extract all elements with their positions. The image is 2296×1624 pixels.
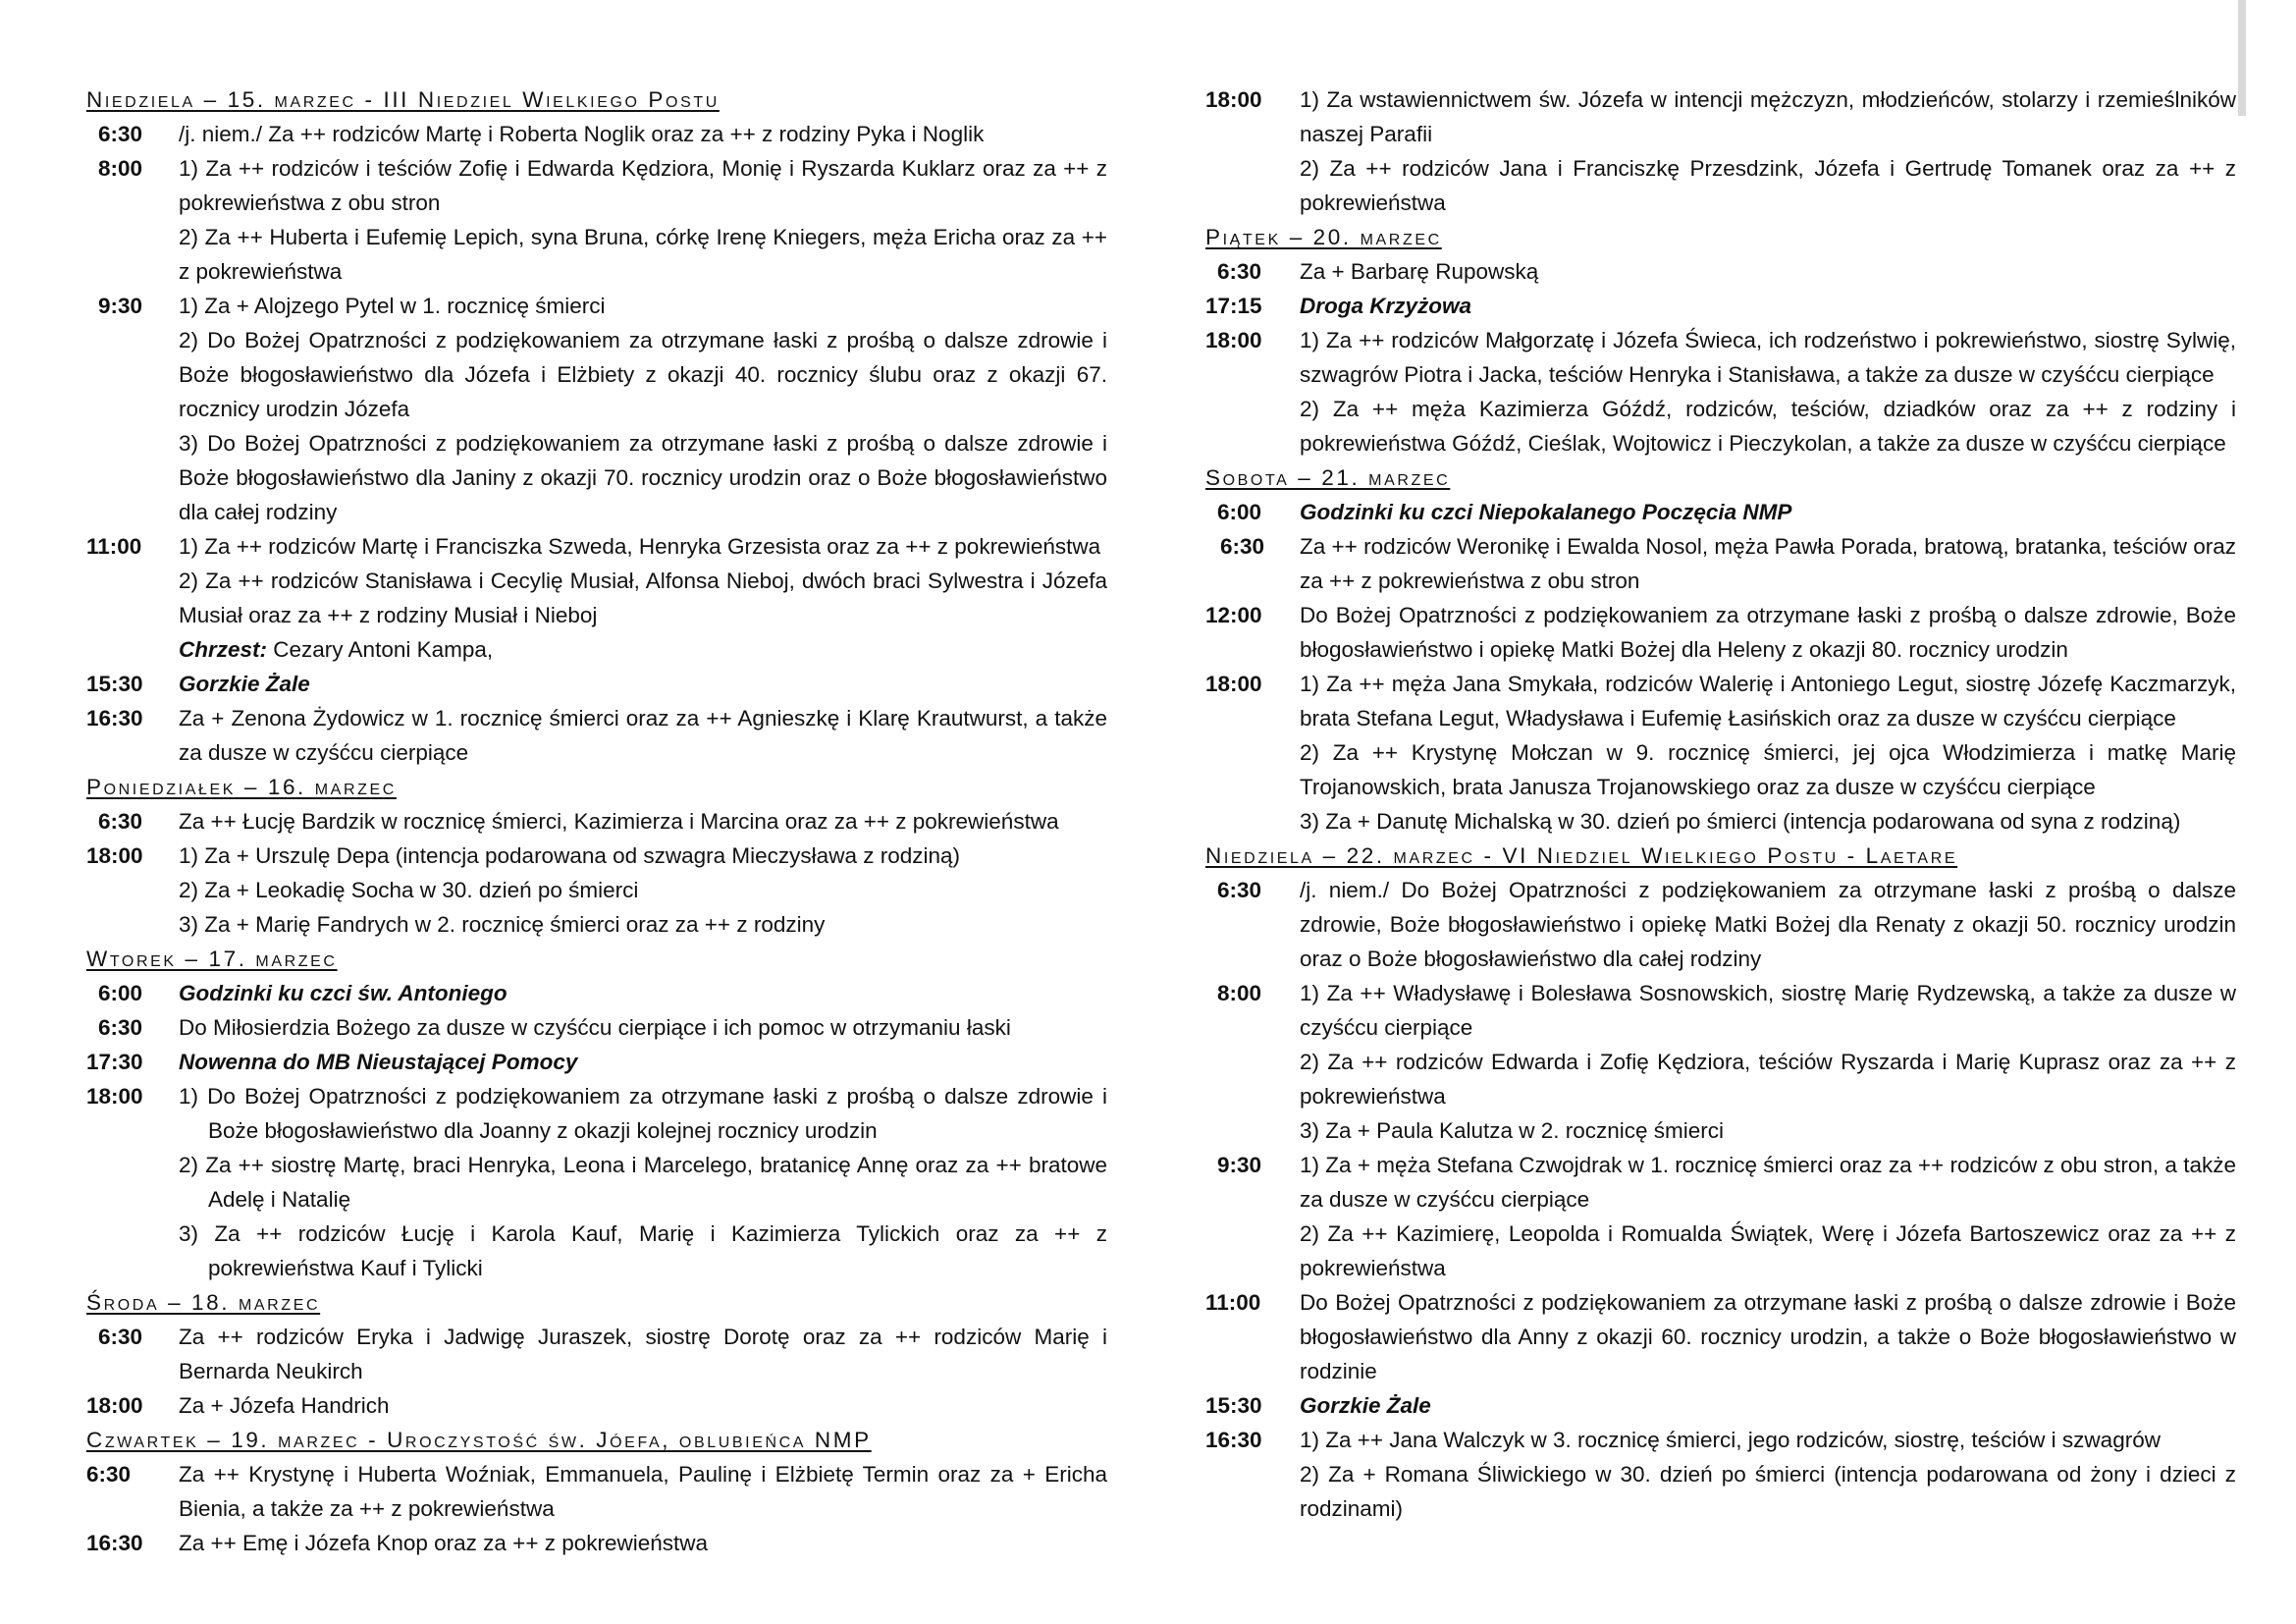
intention-text: 2) Za ++ rodziców Edwarda i Zofię Kędziora, teściów Ryszarda i Marię Kuprasz oraz za ++ z pokrewieństwa bbox=[1300, 1050, 2236, 1109]
intention-text: 3) Za + Danutę Michalską w 30. dzień po śmierci (intencja podarowana od syna z rodziną) bbox=[1300, 809, 2181, 834]
mass-time: 18:00 bbox=[1205, 87, 1262, 112]
intention-text: 2) Za ++ Huberta i Eufemię Lepich, syna Bruna, córkę Irenę Kniegers, męża Ericha oraz za ++ z pokrewieństwa bbox=[179, 225, 1107, 284]
intention-text: 2) Za ++ siostrę Martę, braci Henryka, Leona i Marcelego, bratanicę Annę oraz za ++ bratowe Adelę i Natalię bbox=[179, 1153, 1107, 1212]
mass-entry bbox=[86, 289, 1107, 529]
mass-intentions bbox=[1300, 529, 2236, 598]
intention-text: Do Miłosierdzia Bożego za dusze w czyśćcu cierpiące i ich pomoc w otrzymaniu łaski bbox=[179, 1015, 1011, 1040]
mass-time: 8:00 bbox=[98, 156, 143, 181]
intention-text: 2) Za ++ męża Kazimierza Góźdź, rodziców, teściów, dziadków oraz za ++ z rodziny i pokrewieństwa Góźdź, Cieślak, Wojtowicz i Pieczykolan, a także za dusze w czyśćcu cierpiące bbox=[1300, 397, 2236, 456]
mass-entry bbox=[86, 1320, 1107, 1388]
mass-entry bbox=[86, 976, 1107, 1010]
day-header: Niedziela – 15. marzec - III Niedziel Wielkiego Postu bbox=[86, 87, 720, 112]
mass-time: 6:30 bbox=[86, 1462, 132, 1487]
mass-intentions bbox=[179, 701, 1107, 770]
mass-intentions bbox=[1300, 323, 2236, 460]
devotion-title: Nowenna do MB Nieustającej Pomocy bbox=[179, 1050, 578, 1074]
intention-text: 2) Za ++ rodziców Stanisława i Cecylię Musiał, Alfonsa Nieboj, dwóch braci Sylwestra i Józefa Musiał oraz za ++ z rodziny Musiał i Nieboj bbox=[179, 568, 1107, 627]
mass-intentions bbox=[1300, 289, 2236, 323]
mass-intentions bbox=[1300, 1285, 2236, 1388]
mass-intentions bbox=[1300, 82, 2236, 220]
mass-entry bbox=[86, 839, 1107, 942]
mass-intentions bbox=[179, 1388, 1107, 1423]
intention-text: 3) Za + Marię Fandrych w 2. rocznicę śmierci oraz za ++ z rodziny bbox=[179, 912, 826, 937]
mass-entry bbox=[86, 667, 1107, 701]
mass-intentions bbox=[179, 1457, 1107, 1526]
mass-intentions bbox=[179, 839, 1107, 942]
mass-intentions bbox=[179, 289, 1107, 529]
mass-time: 15:30 bbox=[1205, 1393, 1262, 1418]
mass-time: 6:00 bbox=[98, 981, 143, 1005]
mass-intentions bbox=[1300, 667, 2236, 839]
mass-entry bbox=[86, 117, 1107, 151]
mass-intentions bbox=[1300, 1423, 2236, 1526]
mass-entry bbox=[1205, 254, 2236, 289]
mass-intentions bbox=[1300, 254, 2236, 289]
intention-text: Za ++ Krystynę i Huberta Woźniak, Emmanuela, Paulinę i Elżbietę Termin oraz za + Ericha Bienia, a także za ++ z pokrewieństwa bbox=[179, 1462, 1107, 1521]
mass-intentions bbox=[1300, 1388, 2236, 1423]
mass-time: 17:30 bbox=[86, 1050, 143, 1074]
intention-text: Za ++ rodziców Weronikę i Ewalda Nosol, męża Pawła Porada, bratową, bratanka, teściów oraz za ++ z pokrewieństwa z obu stron bbox=[1300, 534, 2236, 593]
mass-intentions bbox=[179, 1526, 1107, 1560]
mass-entry bbox=[1205, 289, 2236, 323]
mass-intentions bbox=[179, 1079, 1107, 1285]
mass-entry bbox=[86, 1079, 1107, 1285]
intention-text: 1) Za ++ rodziców i teściów Zofię i Edwarda Kędziora, Monię i Ryszarda Kuklarz oraz za ++ z pokrewieństwa z obu stron bbox=[179, 156, 1107, 215]
intention-text: 3) Za + Paula Kalutza w 2. rocznicę śmierci bbox=[1300, 1118, 1725, 1143]
intention-text: Za + Barbarę Rupowską bbox=[1300, 259, 1539, 284]
mass-entry bbox=[1205, 598, 2236, 667]
intention-text: /j. niem./ Za ++ rodziców Martę i Roberta Noglik oraz za ++ z rodziny Pyka i Noglik bbox=[179, 122, 985, 146]
devotion-title: Godzinki ku czci św. Antoniego bbox=[179, 981, 507, 1005]
mass-time: 18:00 bbox=[86, 1393, 143, 1418]
day-header: Niedziela – 22. marzec - VI Niedziel Wielkiego Postu - Laetare bbox=[1205, 843, 1958, 868]
mass-time: 18:00 bbox=[1205, 328, 1262, 352]
mass-entry bbox=[86, 1388, 1107, 1423]
day-header: Środa – 18. marzec bbox=[86, 1290, 321, 1315]
intention-text: Za + Zenona Żydowicz w 1. rocznicę śmierci oraz za ++ Agnieszkę i Klarę Krautwurst, a także za dusze w czyśćcu cierpiące bbox=[179, 706, 1107, 765]
mass-intentions bbox=[1300, 873, 2236, 976]
day-header: Poniedziałek – 16. marzec bbox=[86, 775, 397, 799]
intention-text: 3) Do Bożej Opatrzności z podziękowaniem za otrzymane łaski z prośbą o dalsze zdrowie i Boże błogosławieństwo dla Janiny z okazji 70. rocznicy urodzin oraz o Boże błogosławieństwo dla całej rodziny bbox=[179, 431, 1107, 524]
mass-entry bbox=[1205, 976, 2236, 1148]
day-header: Wtorek – 17. marzec bbox=[86, 947, 338, 971]
mass-entry bbox=[1205, 1423, 2236, 1526]
mass-time: 6:30 bbox=[1217, 878, 1262, 902]
mass-time: 11:00 bbox=[86, 534, 142, 559]
mass-entry bbox=[1205, 1148, 2236, 1285]
mass-intentions bbox=[1300, 598, 2236, 667]
devotion-title: Gorzkie Żale bbox=[179, 672, 310, 696]
devotion-title: Gorzkie Żale bbox=[1300, 1393, 1431, 1418]
intention-text: 1) Do Bożej Opatrzności z podziękowaniem za otrzymane łaski z prośbą o dalsze zdrowie i Boże błogosławieństwo dla Joanny z okazji kolejnej rocznicy urodzin bbox=[179, 1084, 1107, 1143]
day-header: Piątek – 20. marzec bbox=[1205, 225, 1442, 249]
intention-text: Za + Józefa Handrich bbox=[179, 1393, 390, 1418]
mass-time: 6:30 bbox=[98, 122, 143, 146]
mass-time: 11:00 bbox=[1205, 1290, 1261, 1315]
mass-entry bbox=[1205, 82, 2236, 220]
day-header: Sobota – 21. marzec bbox=[1205, 465, 1451, 490]
mass-entry bbox=[86, 529, 1107, 667]
intention-text: 2) Do Bożej Opatrzności z podziękowaniem za otrzymane łaski z prośbą o dalsze zdrowie i Boże błogosławieństwo dla Józefa i Elżbiety z okazji 40. rocznicy ślubu oraz z okazji 67. rocznicy urodzin Józefa bbox=[179, 328, 1107, 421]
intention-text: Za ++ Emę i Józefa Knop oraz za ++ z pokrewieństwa bbox=[179, 1531, 709, 1555]
intention-text: Za ++ rodziców Eryka i Jadwigę Juraszek, siostrę Dorotę oraz za ++ rodziców Marię i Bernarda Neukirch bbox=[179, 1325, 1107, 1383]
mass-time: 16:30 bbox=[86, 1531, 143, 1555]
mass-time: 6:30 bbox=[1220, 534, 1265, 559]
intention-text: 2) Za ++ Krystynę Mołczan w 9. rocznicę śmierci, jej ojca Włodzimierza i matkę Marię Trojanowskich, brata Janusza Trojanowskiego oraz za dusze w czyśćcu cierpiące bbox=[1300, 740, 2236, 799]
intention-text: 1) Za ++ Władysławę i Bolesława Sosnowskich, siostrę Marię Rydzewską, a także za dusze w czyśćcu cierpiące bbox=[1300, 981, 2236, 1040]
mass-entry bbox=[86, 701, 1107, 770]
intention-text: Do Bożej Opatrzności z podziękowaniem za otrzymane łaski z prośbą o dalsze zdrowie i Boże błogosławieństwo dla Anny z okazji 60. rocznicy urodzin, a także o Boże błogosławieństwo w rodzinie bbox=[1300, 1290, 2236, 1383]
mass-entry bbox=[1205, 323, 2236, 460]
mass-entry bbox=[1205, 529, 2236, 598]
mass-intentions bbox=[179, 117, 1107, 151]
intention-text: 3) Za ++ rodziców Łucję i Karola Kauf, Marię i Kazimierza Tylickich oraz za ++ z pokrewieństwa Kauf i Tylicki bbox=[179, 1221, 1107, 1280]
mass-intentions bbox=[179, 529, 1107, 667]
baptism-label: Chrzest: bbox=[179, 637, 268, 662]
mass-time: 15:30 bbox=[86, 672, 143, 696]
mass-entry bbox=[86, 1010, 1107, 1045]
devotion-title: Godzinki ku czci Niepokalanego Poczęcia NMP bbox=[1300, 500, 1792, 524]
baptism-note bbox=[179, 632, 1107, 667]
mass-intentions bbox=[1300, 976, 2236, 1148]
day-header: Czwartek – 19. marzec - Uroczystość św. Jóefa, oblubieńca NMP bbox=[86, 1428, 872, 1452]
mass-intentions bbox=[179, 976, 1107, 1010]
mass-entry bbox=[86, 1457, 1107, 1526]
mass-entry bbox=[86, 804, 1107, 839]
intention-text: 2) Za ++ Kazimierę, Leopolda i Romualda Świątek, Werę i Józefa Bartoszewicz oraz za ++ z pokrewieństwa bbox=[1300, 1221, 2236, 1280]
mass-time: 16:30 bbox=[86, 706, 143, 731]
mass-intentions bbox=[179, 1045, 1107, 1079]
mass-time: 6:00 bbox=[1217, 500, 1262, 524]
intention-text: 2) Za + Leokadię Socha w 30. dzień po śmierci bbox=[179, 878, 639, 902]
mass-time: 18:00 bbox=[86, 843, 143, 868]
intention-text: 1) Za ++ rodziców Małgorzatę i Józefa Świeca, ich rodzeństwo i pokrewieństwo, siostrę Sylwię, szwagrów Piotra i Jacka, teściów Henryka i Stanisława, a także za dusze w czyśćcu cierpiące bbox=[1300, 328, 2236, 387]
intention-text: 1) Za ++ Jana Walczyk w 3. rocznicę śmierci, jego rodziców, siostrę, teściów i szwagrów bbox=[1300, 1428, 2161, 1452]
scrollbar-thumb[interactable] bbox=[2238, 0, 2246, 116]
mass-entry bbox=[86, 1045, 1107, 1079]
intention-text: Do Bożej Opatrzności z podziękowaniem za otrzymane łaski z prośbą o dalsze zdrowie, Boże błogosławieństwo i opiekę Matki Bożej dla Heleny z okazji 80. rocznicy urodzin bbox=[1300, 603, 2236, 662]
mass-time: 8:00 bbox=[1217, 981, 1262, 1005]
mass-time: 6:30 bbox=[98, 1325, 143, 1349]
mass-entry bbox=[1205, 667, 2236, 839]
mass-entry bbox=[86, 151, 1107, 289]
intention-text: 1) Za ++ męża Jana Smykała, rodziców Walerię i Antoniego Legut, siostrę Józefę Kaczmarzyk, brata Stefana Legut, Władysława i Eufemię Łasińskich oraz za dusze w czyśćcu cierpiące bbox=[1300, 672, 2236, 731]
mass-intentions bbox=[1300, 495, 2236, 529]
mass-time: 9:30 bbox=[98, 294, 143, 318]
mass-intentions bbox=[179, 667, 1107, 701]
intention-text: 1) Za wstawiennictwem św. Józefa w intencji mężczyzn, młodzieńców, stolarzy i rzemieślników naszej Parafii bbox=[1300, 87, 2236, 146]
intention-text: 1) Za + męża Stefana Czwojdrak w 1. rocznicę śmierci oraz za ++ rodziców z obu stron, a także za dusze w czyśćcu cierpiące bbox=[1300, 1153, 2236, 1212]
intention-text: 1) Za + Alojzego Pytel w 1. rocznicę śmierci bbox=[179, 294, 606, 318]
intention-text: Za ++ Łucję Bardzik w rocznicę śmierci, Kazimierza i Marcina oraz za ++ z pokrewieństwa bbox=[179, 809, 1059, 834]
baptism-name: Cezary Antoni Kampa, bbox=[267, 637, 494, 662]
mass-time: 6:30 bbox=[98, 1015, 143, 1040]
intention-text: 1) Za ++ rodziców Martę i Franciszka Szweda, Henryka Grzesista oraz za ++ z pokrewieństwa bbox=[179, 534, 1101, 559]
mass-intentions bbox=[179, 151, 1107, 289]
mass-time: 12:00 bbox=[1205, 603, 1262, 627]
intention-text: /j. niem./ Do Bożej Opatrzności z podziękowaniem za otrzymane łaski z prośbą o dalsze zdrowie, Boże błogosławieństwo i opiekę Matki Bożej dla Renaty z okazji 50. rocznicy urodzin oraz o Boże błogosławieństwo dla całej rodziny bbox=[1300, 878, 2236, 971]
mass-time: 18:00 bbox=[86, 1084, 143, 1109]
mass-time: 18:00 bbox=[1205, 672, 1262, 696]
mass-entry bbox=[1205, 1285, 2236, 1388]
mass-time: 16:30 bbox=[1205, 1428, 1262, 1452]
mass-time: 6:30 bbox=[1217, 259, 1262, 284]
intention-text: 2) Za + Romana Śliwickiego w 30. dzień po śmierci (intencja podarowana od żony i dzieci z rodzinami) bbox=[1300, 1462, 2236, 1521]
mass-time: 17:15 bbox=[1205, 294, 1262, 318]
intention-text: 2) Za ++ rodziców Jana i Franciszkę Przesdzink, Józefa i Gertrudę Tomanek oraz za ++ z pokrewieństwa bbox=[1300, 156, 2236, 215]
mass-entry bbox=[86, 1526, 1107, 1560]
mass-time: 6:30 bbox=[98, 809, 143, 834]
schedule-column-right bbox=[1205, 82, 2236, 1526]
intention-text: 1) Za + Urszulę Depa (intencja podarowana od szwagra Mieczysława z rodziną) bbox=[179, 843, 960, 868]
mass-entry bbox=[1205, 495, 2236, 529]
schedule-column-left bbox=[86, 82, 1107, 1560]
mass-entry bbox=[1205, 873, 2236, 976]
mass-time: 9:30 bbox=[1217, 1153, 1262, 1177]
mass-intentions bbox=[179, 1010, 1107, 1045]
devotion-title: Droga Krzyżowa bbox=[1300, 294, 1472, 318]
mass-intentions bbox=[179, 804, 1107, 839]
mass-intentions bbox=[1300, 1148, 2236, 1285]
mass-intentions bbox=[179, 1320, 1107, 1388]
mass-entry bbox=[1205, 1388, 2236, 1423]
